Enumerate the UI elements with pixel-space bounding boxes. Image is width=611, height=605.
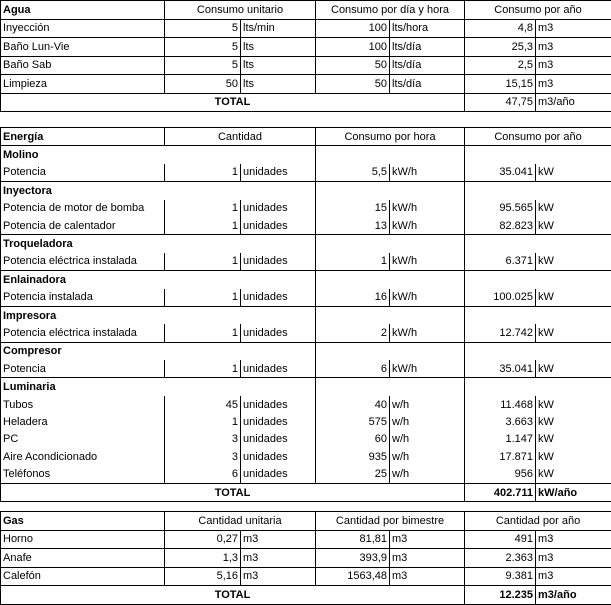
total-unit: m3/año [536,586,611,605]
yearly-unit: m3 [536,530,611,549]
hourly-value: 1 [316,253,390,271]
yearly-unit: m3 [536,38,611,57]
table-row [1,530,611,549]
hourly-value: 16 [316,289,390,307]
yearly-value: 2,5 [465,56,536,75]
qty-unit: unidades [241,217,316,235]
hourly-unit: kW/h [390,217,465,235]
row-label: Limpieza [1,75,165,94]
yearly-value: 25,3 [465,38,536,57]
yearly-unit: kW [536,360,611,378]
bimonthly-unit: m3 [390,530,465,549]
table-row [1,75,611,94]
bimonthly-unit: m3 [390,567,465,586]
yearly-unit: kW [536,396,611,413]
qty-unit: unidades [241,360,316,378]
table-row [1,549,611,568]
qty-unit: unidades [241,431,316,448]
qty-value: 1,3 [165,549,241,568]
table-row [1,19,611,38]
qty-unit: unidades [241,289,316,307]
bimonthly-value: 81,81 [316,530,390,549]
qty-value: 5 [165,56,241,75]
row-label: Calefón [1,567,165,586]
yearly-value: 11.468 [465,396,536,413]
section-row [1,271,611,289]
gas-yearly-header: Cantidad por año [465,512,611,531]
total-label: TOTAL [1,483,465,501]
total-label: TOTAL [1,93,465,112]
table-row [1,324,611,342]
section-name: Troqueladora [1,235,165,253]
daily-value: 50 [316,75,390,94]
total-value: 402.711 [465,483,536,501]
daily-value: 50 [316,56,390,75]
section-row [1,378,611,396]
qty-value: 1 [165,413,241,430]
section-row [1,342,611,360]
table-row [1,567,611,586]
yearly-unit: kW [536,465,611,483]
row-label: Potencia eléctrica instalada [1,324,165,342]
energy-total-row [1,483,611,501]
qty-value: 1 [165,253,241,271]
hourly-unit: w/h [390,448,465,465]
table-row [1,56,611,75]
hourly-unit: kW/h [390,360,465,378]
qty-value: 45 [165,396,241,413]
daily-value: 100 [316,38,390,57]
table-row [1,465,611,483]
row-label: Teléfonos [1,465,165,483]
hourly-value: 935 [316,448,390,465]
section-row [1,146,611,164]
bimonthly-value: 1563,48 [316,567,390,586]
energy-hourly-header: Consumo por hora [316,128,465,146]
qty-value: 5 [165,19,241,38]
yearly-unit: kW [536,324,611,342]
qty-unit: unidades [241,465,316,483]
section-row [1,235,611,253]
row-label: Potencia de motor de bomba [1,200,165,217]
yearly-value: 956 [465,465,536,483]
table-row [1,413,611,430]
yearly-value: 9.381 [465,567,536,586]
water-unit-consumption-header: Consumo unitario [165,1,316,20]
qty-value: 0,27 [165,530,241,549]
yearly-value: 95.565 [465,200,536,217]
daily-unit: lts/día [390,38,465,57]
row-label: Potencia de calentador [1,217,165,235]
gas-bimonthly-header: Cantidad por bimestre [316,512,465,531]
yearly-unit: kW [536,217,611,235]
table-row [1,200,611,217]
water-title: Agua [1,1,165,20]
yearly-value: 82.823 [465,217,536,235]
hourly-unit: w/h [390,413,465,430]
hourly-value: 60 [316,431,390,448]
yearly-value: 15,15 [465,75,536,94]
total-value: 12.235 [465,586,536,605]
qty-unit: unidades [241,448,316,465]
yearly-value: 35.041 [465,360,536,378]
qty-unit: lts [241,38,316,57]
qty-unit: unidades [241,396,316,413]
yearly-unit: kW [536,413,611,430]
daily-unit: lts/día [390,75,465,94]
row-label: Inyección [1,19,165,38]
yearly-value: 491 [465,530,536,549]
yearly-unit: m3 [536,549,611,568]
hourly-unit: w/h [390,431,465,448]
hourly-value: 6 [316,360,390,378]
qty-value: 3 [165,448,241,465]
hourly-value: 40 [316,396,390,413]
qty-value: 1 [165,289,241,307]
qty-value: 1 [165,324,241,342]
table-row [1,396,611,413]
row-label: Potencia [1,360,165,378]
section-name: Inyectora [1,182,165,200]
section-name: Luminaria [1,378,165,396]
qty-unit: unidades [241,253,316,271]
water-header-row [1,1,611,20]
qty-value: 50 [165,75,241,94]
section-row [1,182,611,200]
yearly-value: 100.025 [465,289,536,307]
table-row [1,431,611,448]
section-name: Impresora [1,306,165,324]
yearly-value: 12.742 [465,324,536,342]
hourly-value: 25 [316,465,390,483]
water-yearly-header: Consumo por año [465,1,611,20]
hourly-unit: kW/h [390,200,465,217]
table-row [1,217,611,235]
table-row [1,253,611,271]
row-label: Potencia eléctrica instalada [1,253,165,271]
total-unit: m3/año [536,93,611,112]
qty-unit: unidades [241,413,316,430]
hourly-value: 15 [316,200,390,217]
yearly-unit: m3 [536,75,611,94]
daily-value: 100 [316,19,390,38]
total-unit: kW/año [536,483,611,501]
yearly-value: 4,8 [465,19,536,38]
total-value: 47,75 [465,93,536,112]
hourly-value: 13 [316,217,390,235]
yearly-unit: kW [536,448,611,465]
table-row [1,448,611,465]
hourly-unit: kW/h [390,324,465,342]
bimonthly-unit: m3 [390,549,465,568]
gas-title: Gas [1,512,165,531]
daily-unit: lts/día [390,56,465,75]
yearly-value: 17.871 [465,448,536,465]
yearly-unit: m3 [536,19,611,38]
qty-unit: m3 [241,549,316,568]
water-total-row [1,93,611,112]
hourly-unit: w/h [390,465,465,483]
energy-yearly-header: Consumo por año [465,128,611,146]
water-table [0,0,611,112]
row-label: Potencia instalada [1,289,165,307]
table-row [1,164,611,182]
section-name: Compresor [1,342,165,360]
qty-unit: lts [241,56,316,75]
row-label: Anafe [1,549,165,568]
yearly-value: 35.041 [465,164,536,182]
yearly-unit: kW [536,253,611,271]
yearly-value: 6.371 [465,253,536,271]
qty-value: 1 [165,360,241,378]
qty-unit: lts [241,75,316,94]
section-row [1,306,611,324]
table-row [1,38,611,57]
row-label: Baño Lun-Vie [1,38,165,57]
gas-unit-qty-header: Cantidad unitaria [165,512,316,531]
row-label: Baño Sab [1,56,165,75]
qty-unit: unidades [241,164,316,182]
hourly-unit: kW/h [390,253,465,271]
table-row [1,289,611,307]
row-label: Heladera [1,413,165,430]
yearly-unit: kW [536,200,611,217]
yearly-unit: kW [536,164,611,182]
section-name: Enlainadora [1,271,165,289]
yearly-value: 3.663 [465,413,536,430]
yearly-value: 1.147 [465,431,536,448]
hourly-value: 575 [316,413,390,430]
qty-unit: unidades [241,200,316,217]
total-label: TOTAL [1,586,465,605]
row-label: Potencia [1,164,165,182]
qty-value: 1 [165,217,241,235]
bimonthly-value: 393,9 [316,549,390,568]
yearly-value: 2.363 [465,549,536,568]
gas-table [0,511,611,605]
gas-header-row [1,512,611,531]
hourly-unit: kW/h [390,289,465,307]
section-name: Molino [1,146,165,164]
row-label: Horno [1,530,165,549]
qty-value: 1 [165,164,241,182]
hourly-value: 2 [316,324,390,342]
qty-unit: lts/min [241,19,316,38]
hourly-unit: w/h [390,396,465,413]
energy-title: Energía [1,128,165,146]
gas-total-row [1,586,611,605]
row-label: Aire Acondicionado [1,448,165,465]
yearly-unit: kW [536,431,611,448]
energy-header-row [1,128,611,146]
qty-unit: m3 [241,567,316,586]
energy-table [0,127,611,502]
yearly-unit: kW [536,289,611,307]
water-daily-header: Consumo por día y hora [316,1,465,20]
qty-unit: m3 [241,530,316,549]
yearly-unit: m3 [536,567,611,586]
qty-value: 3 [165,431,241,448]
hourly-unit: kW/h [390,164,465,182]
qty-value: 5 [165,38,241,57]
qty-value: 5,16 [165,567,241,586]
daily-unit: lts/hora [390,19,465,38]
energy-quantity-header: Cantidad [165,128,316,146]
hourly-value: 5,5 [316,164,390,182]
row-label: Tubos [1,396,165,413]
row-label: PC [1,431,165,448]
qty-value: 6 [165,465,241,483]
table-row [1,360,611,378]
yearly-unit: m3 [536,56,611,75]
qty-unit: unidades [241,324,316,342]
qty-value: 1 [165,200,241,217]
